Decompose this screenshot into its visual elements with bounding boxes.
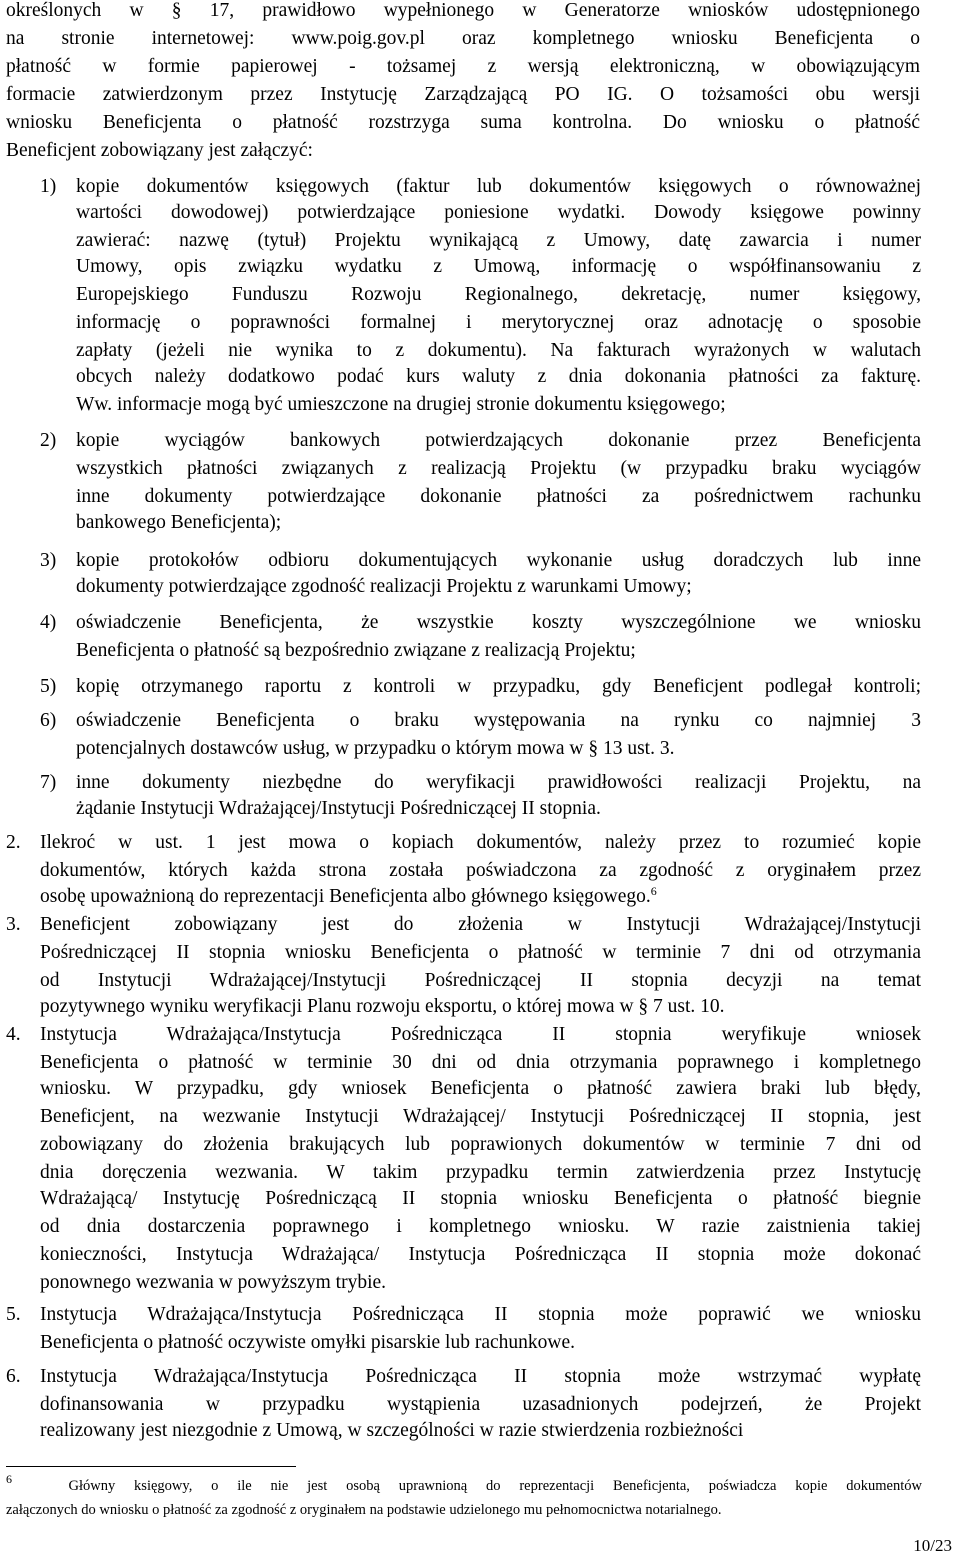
text-line-body: osobę upoważnioną do reprezentacji Beneficjenta albo głównego księgowego. xyxy=(40,886,651,907)
text-line: potencjalnych dostawców usług, w przypadku o którym mowa w § 13 ust. 3. xyxy=(76,738,675,759)
text-line: Instytucja Wdrażająca/Instytucja Pośrednicząca II stopnia może poprawić we wniosku xyxy=(40,1304,921,1325)
list-number: 7) xyxy=(40,772,57,793)
text-line: realizowany jest niezgodnie z Umową, w szczególności w razie stwierdzenia rozbieżności xyxy=(40,1420,744,1441)
text-line: bankowego Beneficjenta); xyxy=(76,512,282,533)
paragraph-number: 3. xyxy=(6,914,21,935)
paragraph-number: 6. xyxy=(6,1366,21,1387)
text-line: żądanie Instytucji Wdrażającej/Instytucji Pośredniczącej II stopnia. xyxy=(76,798,601,819)
text-line: dofinansowania w przypadku wystąpienia uzasadnionych podejrzeń, że Projekt xyxy=(40,1394,921,1415)
list-number: 2) xyxy=(40,430,57,451)
text-line xyxy=(40,884,657,910)
text-line: kopie wyciągów bankowych potwierdzających dokonanie przez Beneficjenta xyxy=(76,430,921,451)
text-line: Umowy, opis związku wydatku z Umową, informację o współfinansowaniu z xyxy=(76,256,921,277)
text-line: zawierać: nazwę (tytuł) Projektu wynikającą z Umowy, datę zawarcia i numer xyxy=(76,230,921,251)
text-line: płatność w formie papierowej - tożsamej z wersją elektroniczną, w obowiązującym xyxy=(6,56,920,77)
text-line: wniosku Beneficjenta o płatność rozstrzyga suma kontrolna. Do wniosku o płatność xyxy=(6,112,920,133)
footnote-ref[interactable]: 6 xyxy=(650,884,657,898)
paragraph-number: 5. xyxy=(6,1304,21,1325)
text-line: dokumenty potwierdzające zgodność realizacji Projektu z warunkami Umowy; xyxy=(76,576,692,597)
text-line: od Instytucji Wdrażającej/Instytucji Pośredniczącej II stopnia decyzji na temat xyxy=(40,970,921,991)
text-line: Beneficjenta o płatność oczywiste omyłki pisarskie lub rachunkowe. xyxy=(40,1332,576,1353)
footnote-line xyxy=(6,1472,922,1496)
text-line: formacie zatwierdzonym przez Instytucję Zarządzającą PO IG. O tożsamości obu wersji xyxy=(6,84,920,105)
text-line: wartości dowodowej) potwierdzające poniesione wydatki. Dowody księgowe powinny xyxy=(76,202,921,223)
paragraph-number: 4. xyxy=(6,1024,21,1045)
list-number: 5) xyxy=(40,676,57,697)
footnote-text: Główny księgowy, o ile nie jest osobą uprawnioną do reprezentacji Beneficjenta, poświadcza kopie dokumentów xyxy=(68,1478,922,1494)
list-number: 4) xyxy=(40,612,57,633)
text-line: zapłaty (jeżeli nie wynika to z dokumentu). Na fakturach wyrażonych w walutach xyxy=(76,340,921,361)
text-line: na stronie internetowej: www.poig.gov.pl oraz kompletnego wniosku Beneficjenta o xyxy=(6,28,920,49)
text-line: Pośredniczącej II stopnia wniosku Beneficjenta o płatność w terminie 7 dni od otrzymania xyxy=(40,942,921,963)
text-line: dokumentów, których każda strona została poświadczona za zgodność z oryginałem przez xyxy=(40,860,921,881)
list-number: 1) xyxy=(40,176,57,197)
footnote-line: załączonych do wniosku o płatność za zgodność z oryginałem na podstawie udzielonego mu pełnomocnictwa notarialnego. xyxy=(6,1502,722,1518)
text-line: Beneficjent, na wezwanie Instytucji Wdrażającej/ Instytucji Pośredniczącej II stopnia, jest xyxy=(40,1106,921,1127)
paragraph-number: 2. xyxy=(6,832,21,853)
text-line: od dnia dostarczenia poprawnego i kompletnego wniosku. W razie zaistnienia takiej xyxy=(40,1216,921,1237)
text-line: oświadczenie Beneficjenta, że wszystkie koszty wyszczególnione we wniosku xyxy=(76,612,921,633)
text-line: inne dokumenty potwierdzające dokonanie płatności za pośrednictwem rachunku xyxy=(76,486,921,507)
text-line: Ww. informacje mogą być umieszczone na drugiej stronie dokumentu księgowego; xyxy=(76,394,726,415)
list-number: 6) xyxy=(40,710,57,731)
text-line: informację o poprawności formalnej i merytorycznej oraz adnotację o sposobie xyxy=(76,312,921,333)
text-line: kopię otrzymanego raportu z kontroli w przypadku, gdy Beneficjent podlegał kontroli; xyxy=(76,676,921,697)
text-line: określonych w § 17, prawidłowo wypełnionego w Generatorze wniosków udostępnionego xyxy=(6,0,920,21)
text-line: Beneficjent zobowiązany jest załączyć: xyxy=(6,140,313,161)
text-line: zobowiązany do złożenia brakujących lub poprawionych dokumentów w terminie 7 dni od xyxy=(40,1134,921,1155)
text-line: kopie dokumentów księgowych (faktur lub dokumentów księgowych o równoważnej xyxy=(76,176,921,197)
text-line: Beneficjenta o płatność są bezpośrednio związane z realizacją Projektu; xyxy=(76,640,636,661)
text-line: dnia doręczenia wezwania. W takim przypadku termin zatwierdzenia przez Instytucję xyxy=(40,1162,921,1183)
text-line: Beneficjent zobowiązany jest do złożenia w Instytucji Wdrażającej/Instytucji xyxy=(40,914,921,935)
footnote-separator xyxy=(6,1466,296,1467)
text-line: Beneficjenta o płatność w terminie 30 dni od dnia otrzymania poprawnego i kompletnego xyxy=(40,1052,921,1073)
text-line: ponownego wezwania w powyższym trybie. xyxy=(40,1272,387,1293)
text-line: Wdrażającą/ Instytucję Pośredniczącą II stopnia wniosku Beneficjenta o płatność biegnie xyxy=(40,1188,921,1209)
text-line: konieczności, Instytucja Wdrażająca/ Instytucja Pośrednicząca II stopnia może dokonać xyxy=(40,1244,921,1265)
list-number: 3) xyxy=(40,550,57,571)
text-line: Instytucja Wdrażająca/Instytucja Pośrednicząca II stopnia może wstrzymać wypłatę xyxy=(40,1366,921,1387)
text-line: wniosku. W przypadku, gdy wniosek Beneficjenta o płatność zawiera braki lub błędy, xyxy=(40,1078,921,1099)
text-line: obcych należy dodatkowo podać kurs waluty z dnia dokonania płatności za fakturę. xyxy=(76,366,921,387)
text-line: Ilekroć w ust. 1 jest mowa o kopiach dokumentów, należy przez to rozumieć kopie xyxy=(40,832,921,853)
text-line: wszystkich płatności związanych z realizacją Projektu (w przypadku braku wyciągów xyxy=(76,458,921,479)
text-line: kopie protokołów odbioru dokumentujących wykonanie usług doradczych lub inne xyxy=(76,550,921,571)
text-line: pozytywnego wyniku weryfikacji Planu rozwoju eksportu, o której mowa w § 7 ust. 10. xyxy=(40,996,725,1017)
text-line: oświadczenie Beneficjenta o braku występowania na rynku co najmniej 3 xyxy=(76,710,921,731)
text-line: Instytucja Wdrażająca/Instytucja Pośrednicząca II stopnia weryfikuje wniosek xyxy=(40,1024,921,1045)
footnote-number: 6 xyxy=(6,1472,12,1486)
page-number: 10/23 xyxy=(913,1536,952,1555)
text-line: inne dokumenty niezbędne do weryfikacji prawidłowości realizacji Projektu, na xyxy=(76,772,921,793)
text-line: Europejskiego Funduszu Rozwoju Regionalnego, dekretację, numer księgowy, xyxy=(76,284,921,305)
